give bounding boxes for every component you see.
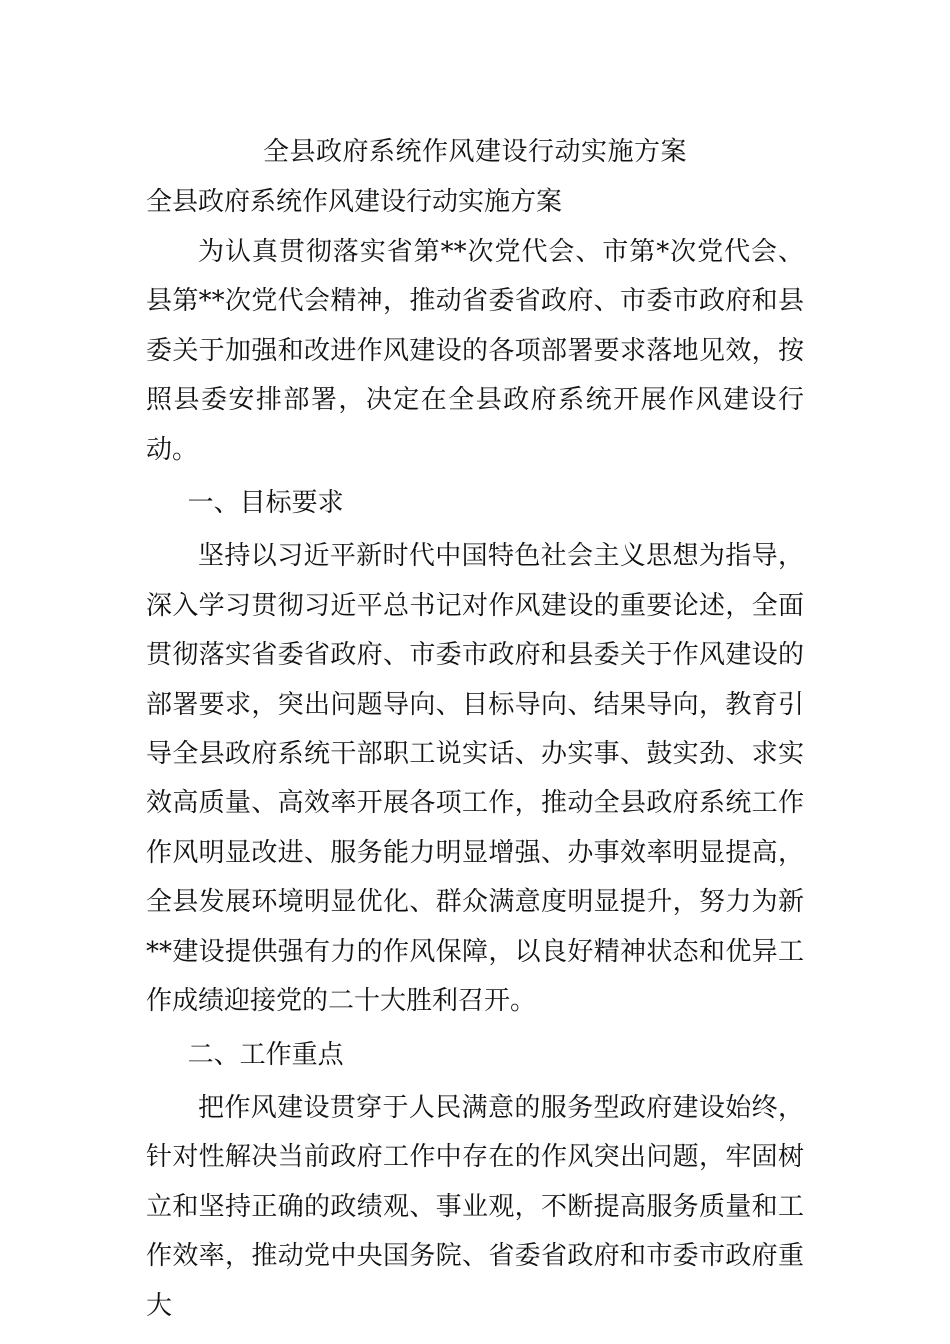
intro-paragraph: 为认真贯彻落实省第**次党代会、市第*次党代会、县第**次党代会精神，推动省委省政府、市委市政府和县委关于加强和改进作风建设的各项部署要求落地见效，按照县委安排部署，决定在全县政府系统开展作风建设行动。 [146, 237, 804, 465]
document-subtitle: 全县政府系统作风建设行动实施方案 [146, 187, 563, 217]
section-heading-focus: 二、工作重点 [187, 1039, 344, 1070]
section-paragraph-goals: 坚持以习近平新时代中国特色社会主义思想为指导，深入学习贯彻习近平总书记对作风建设的重要论述，全面贯彻落实省委省政府、市委市政府和县委关于作风建设的部署要求，突出问题导向、目标导向、结果导向，教育引导全县政府系统干部职工说实话、办实事、鼓实劲、求实效高质量、高效率开展各项工作，推动全县政府系统工作作风明显改进、服务能力明显增强、办事效率明显提高，全县发展环境明显优化、群众满意度明显提升，努力为新**建设提供强有力的作风保障，以良好精神状态和优异工作成绩迎接党的二十大胜利召开。 [146, 541, 804, 1017]
section-heading-goals: 一、目标要求 [187, 488, 344, 519]
document-title: 全县政府系统作风建设行动实施方案 [262, 137, 687, 167]
section-paragraph-focus: 把作风建设贯穿于人民满意的服务型政府建设始终，针对性解决当前政府工作中存在的作风突出问题，牢固树立和坚持正确的政绩观、事业观，不断提高服务质量和工作效率，推动党中央国务院、省委省政府和市委市政府重大 [146, 1092, 804, 1321]
document-body [146, 228, 804, 1331]
